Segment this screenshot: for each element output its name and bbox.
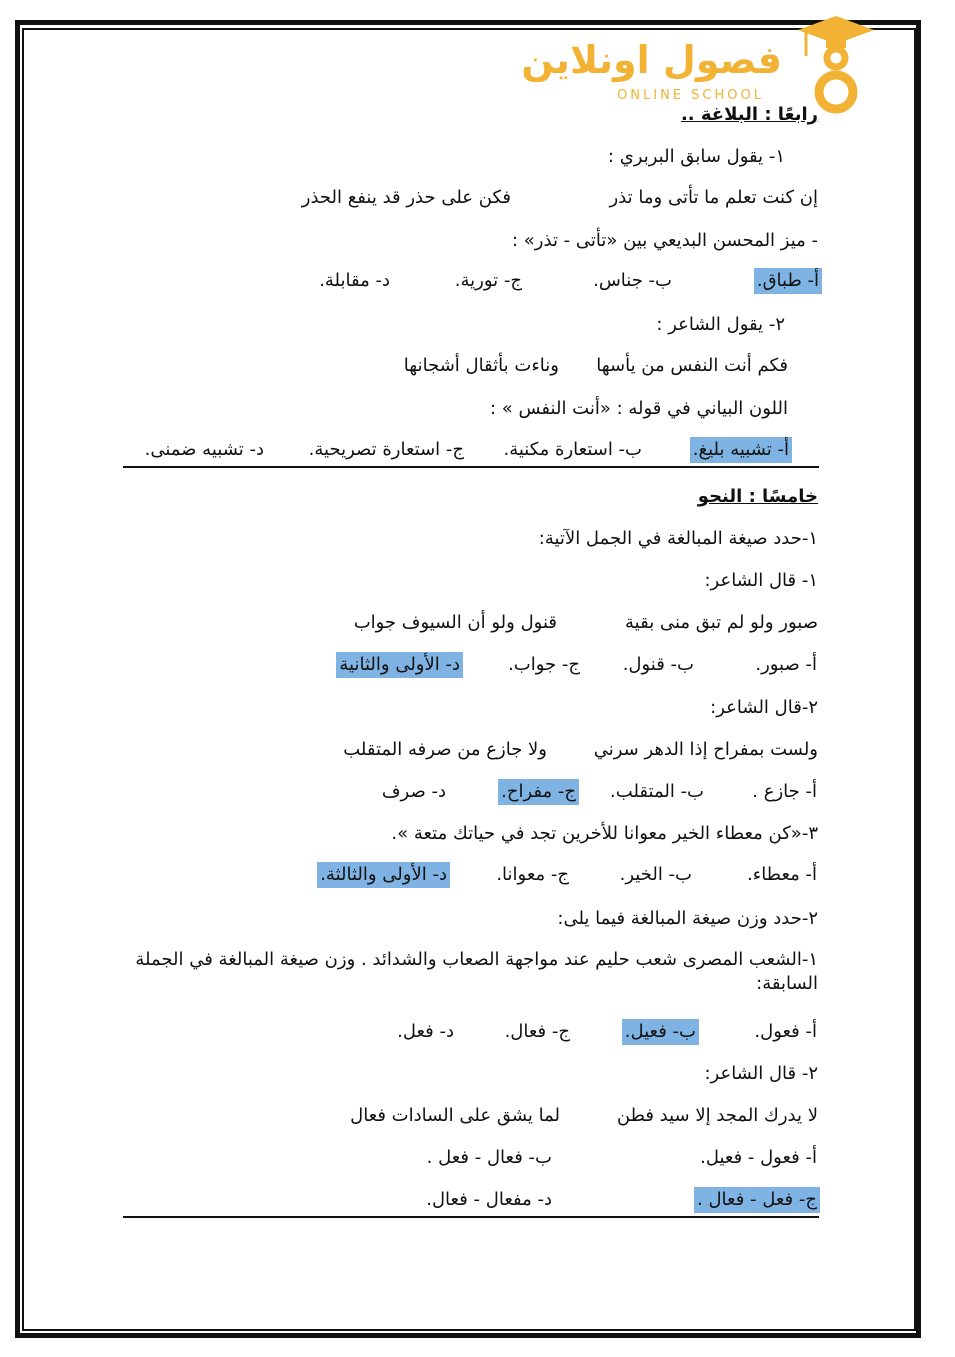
q4-2-option-b[interactable]: ب- استعارة مكنية. bbox=[503, 439, 642, 460]
q5-1-2-option-d[interactable]: د- صرف bbox=[381, 781, 446, 802]
q5-1-3-option-a[interactable]: أ- معطاء. bbox=[747, 864, 817, 885]
q5-1-1-options bbox=[0, 652, 955, 682]
q5-2-1-option-a[interactable]: أ- فعول. bbox=[754, 1021, 817, 1042]
q5-2-2-options-row1 bbox=[0, 1145, 955, 1175]
logo-english-text: ONLINE SCHOOL bbox=[617, 88, 764, 103]
q4-2-option-c[interactable]: ج- استعارة تصريحية. bbox=[308, 439, 464, 460]
q4-1-option-c[interactable]: ج- تورية. bbox=[454, 270, 522, 291]
section-title-rhetoric: رابعًا : البلاغة .. bbox=[680, 104, 818, 125]
q5-2-2-option-d[interactable]: د- مفعال - فعال. bbox=[426, 1189, 552, 1210]
q5-2-2-option-b[interactable]: ب- فعال - فعل . bbox=[426, 1147, 552, 1168]
q5-2-1-option-d[interactable]: د- فعل. bbox=[397, 1021, 454, 1042]
q5-1-1-option-a[interactable]: أ- صبور. bbox=[755, 654, 817, 675]
q4-2-question: اللون البياني في قوله : «أنت النفس » : bbox=[489, 398, 788, 419]
q5-1-2-option-b[interactable]: ب- المتقلب. bbox=[610, 781, 704, 802]
q5-1-3-option-d[interactable]: د- الأولى والثالثة. bbox=[317, 862, 450, 888]
q4-2-option-a[interactable]: أ- تشبيه بليغ. bbox=[690, 437, 792, 463]
q5-2-2-label: ٢- قال الشاعر: bbox=[704, 1063, 818, 1084]
q5-1-2-label: ٢-قال الشاعر: bbox=[710, 697, 818, 718]
q5-1-2-option-a[interactable]: أ- جازع . bbox=[752, 781, 817, 802]
q5-1-3-label: ٣-«كن معطاء الخير معوانا للأخرين تجد في حياتك متعة ». bbox=[391, 823, 818, 844]
q5-2-2-option-a[interactable]: أ- فعول - فعيل. bbox=[700, 1147, 817, 1168]
q5-1-3-option-c[interactable]: ج- معوانا. bbox=[496, 864, 569, 885]
q4-1-options bbox=[0, 268, 955, 298]
q5-1-3-option-b[interactable]: ب- الخير. bbox=[619, 864, 692, 885]
q5-1-2-option-c[interactable]: ج- مفراح. bbox=[498, 779, 579, 805]
q4-2-verse-right: فكم أنت النفس من يأسها bbox=[596, 355, 788, 376]
q4-1-verse-left: فكن على حذر قد ينفع الحذر bbox=[301, 187, 511, 208]
q4-1-verse-right: إن كنت تعلم ما تأتى وما تذر bbox=[609, 187, 818, 208]
q4-2-options bbox=[0, 437, 955, 467]
q5-1-1-verse-left: قنول ولو أن السيوف جواب bbox=[353, 612, 557, 633]
q5-2-1-label: ١-الشعب المصرى شعب حليم عند مواجهة الصعاب والشدائد . وزن صيغة المبالغة في الجملة السابقة: bbox=[135, 949, 818, 994]
section-divider bbox=[123, 466, 819, 468]
q5-1-1-option-c[interactable]: ج- جواب. bbox=[508, 654, 580, 675]
q5-1-1-label: ١- قال الشاعر: bbox=[704, 570, 818, 591]
q5-2-2-option-c[interactable]: ج- فعل - فعال . bbox=[694, 1187, 820, 1213]
q5-1-1-option-b[interactable]: ب- قنول. bbox=[622, 654, 694, 675]
q5-part2-label: ٢-حدد وزن صيغة المبالغة فيما يلى: bbox=[557, 908, 818, 929]
section-divider-bottom bbox=[123, 1216, 819, 1218]
q4-1-label: ١- يقول سابق البربري : bbox=[607, 146, 785, 167]
q5-1-2-verse-left: ولا جازع من صرفه المتقلب bbox=[343, 739, 547, 760]
q5-2-2-verse-right: لا يدرك المجد إلا سيد فطن bbox=[616, 1105, 818, 1126]
q4-2-option-d[interactable]: د- تشبيه ضمنى. bbox=[144, 439, 264, 460]
q5-2-1-option-b[interactable]: ب- فعيل. bbox=[622, 1019, 699, 1045]
q4-1-option-b[interactable]: ب- جناس. bbox=[593, 270, 672, 291]
q4-2-verse-left: وناءت بأثقال أشجانها bbox=[403, 355, 559, 376]
section-title-grammar: خامسًا : النحو bbox=[697, 486, 818, 507]
q5-1-3-options bbox=[0, 862, 955, 892]
q5-1-2-options bbox=[0, 779, 955, 809]
logo-arabic-text: فصول اونلاين bbox=[521, 38, 782, 82]
q5-2-1-option-c[interactable]: ج- فعال. bbox=[504, 1021, 570, 1042]
q5-1-2-verse-right: ولست بمفراح إذا الدهر سرني bbox=[593, 739, 818, 760]
graduation-cap-icon bbox=[796, 12, 876, 116]
q5-part1-label: ١-حدد صيغة المبالغة في الجمل الآتية: bbox=[538, 528, 818, 549]
q5-1-1-verse-right: صبور ولو لم تبق منى بقية bbox=[625, 612, 818, 633]
q4-1-option-d[interactable]: د- مقابلة. bbox=[319, 270, 390, 291]
q5-2-1-options bbox=[0, 1019, 955, 1049]
q5-1-1-option-d[interactable]: د- الأولى والثانية bbox=[336, 652, 463, 678]
q4-1-option-a[interactable]: أ- طباق. bbox=[754, 268, 822, 294]
q4-1-question: - ميز المحسن البديعي بين «تأتى - تذر» : bbox=[512, 230, 818, 251]
q5-2-2-options-row2 bbox=[0, 1187, 955, 1217]
q5-2-2-verse-left: لما يشق على السادات فعال bbox=[350, 1105, 560, 1126]
q4-2-label: ٢- يقول الشاعر : bbox=[656, 314, 785, 335]
